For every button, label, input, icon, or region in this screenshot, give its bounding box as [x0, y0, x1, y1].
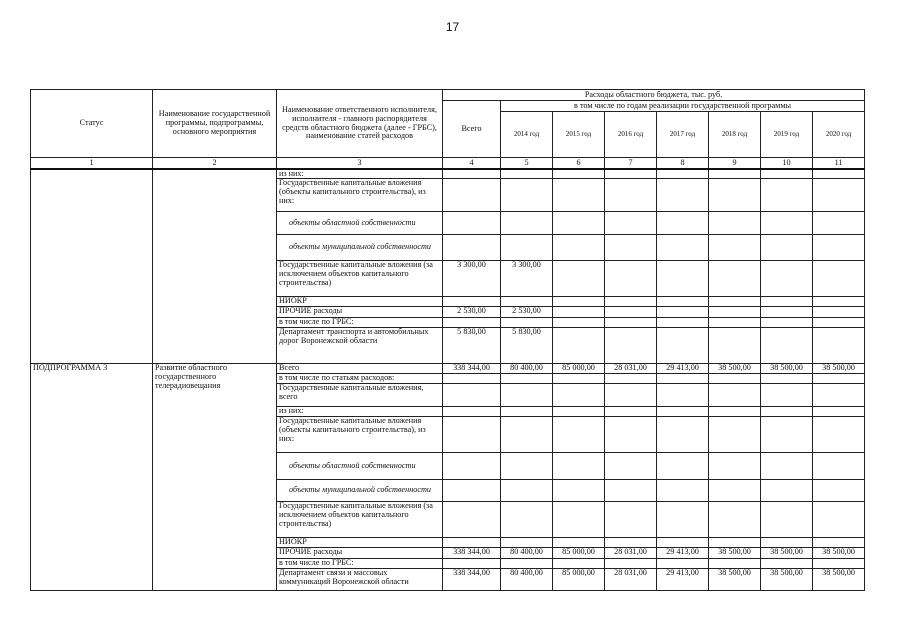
amount-cell	[709, 179, 761, 212]
amount-cell	[605, 374, 657, 384]
amount-cell: 338 344,00	[443, 548, 501, 559]
amount-cell	[709, 169, 761, 179]
amount-cell	[443, 318, 501, 328]
expense-label: объекты муниципальной собственности	[277, 480, 443, 502]
expense-label: ПРОЧИЕ расходы	[277, 307, 443, 318]
amount-cell	[443, 384, 501, 407]
amount-cell	[553, 169, 605, 179]
amount-cell	[501, 384, 553, 407]
amount-cell	[761, 384, 813, 407]
amount-cell	[761, 480, 813, 502]
expense-label: Государственные капитальные вложения (объекты капитального строительства), из них:	[277, 179, 443, 212]
amount-cell: 29 413,00	[657, 569, 709, 591]
amount-cell	[553, 480, 605, 502]
amount-cell	[709, 307, 761, 318]
expense-label: ПРОЧИЕ расходы	[277, 548, 443, 559]
amount-cell	[709, 297, 761, 307]
column-number: 1	[31, 158, 153, 169]
amount-cell: 29 413,00	[657, 364, 709, 374]
amount-cell	[443, 480, 501, 502]
amount-cell	[761, 307, 813, 318]
header-year: 2018 год	[709, 112, 761, 158]
column-number: 11	[813, 158, 865, 169]
amount-cell	[553, 179, 605, 212]
column-number: 3	[277, 158, 443, 169]
amount-cell	[443, 179, 501, 212]
amount-cell	[501, 318, 553, 328]
amount-cell	[501, 480, 553, 502]
amount-cell	[553, 417, 605, 453]
expense-label: в том числе по ГРБС:	[277, 559, 443, 569]
amount-cell	[813, 538, 865, 548]
table-body	[31, 90, 865, 591]
amount-cell	[553, 502, 605, 538]
amount-cell: 38 500,00	[813, 364, 865, 374]
header-program-name: Наименование государственной программы, подпрограммы, основного мероприятия	[153, 90, 277, 158]
amount-cell	[501, 538, 553, 548]
amount-cell	[813, 212, 865, 235]
amount-cell	[501, 417, 553, 453]
expense-label: объекты областной собственности	[277, 453, 443, 480]
amount-cell	[813, 307, 865, 318]
amount-cell	[553, 407, 605, 417]
amount-cell	[761, 538, 813, 548]
amount-cell	[813, 318, 865, 328]
amount-cell	[443, 453, 501, 480]
amount-cell	[761, 297, 813, 307]
amount-cell	[501, 453, 553, 480]
expense-label: Государственные капитальные вложения (за исключением объектов капитального строительства)	[277, 502, 443, 538]
expense-label: Государственные капитальные вложения, всего	[277, 384, 443, 407]
amount-cell	[657, 297, 709, 307]
amount-cell: 80 400,00	[501, 364, 553, 374]
expense-label: объекты областной собственности	[277, 212, 443, 235]
amount-cell	[553, 384, 605, 407]
amount-cell	[761, 328, 813, 364]
amount-cell	[553, 328, 605, 364]
amount-cell	[761, 417, 813, 453]
amount-cell	[813, 169, 865, 179]
amount-cell	[605, 307, 657, 318]
amount-cell	[501, 235, 553, 261]
amount-cell	[443, 297, 501, 307]
expense-label: в том числе по ГРБС:	[277, 318, 443, 328]
amount-cell	[761, 169, 813, 179]
amount-cell	[761, 212, 813, 235]
amount-cell	[761, 453, 813, 480]
table-row	[31, 169, 865, 179]
page-number: 17	[445, 20, 460, 34]
amount-cell: 3 300,00	[501, 261, 553, 297]
amount-cell	[605, 169, 657, 179]
amount-cell	[553, 307, 605, 318]
amount-cell	[553, 212, 605, 235]
amount-cell	[813, 235, 865, 261]
expense-label: НИОКР	[277, 538, 443, 548]
amount-cell	[605, 179, 657, 212]
amount-cell	[443, 212, 501, 235]
column-number: 5	[501, 158, 553, 169]
program-name-cell: Развитие областного государственного телерадиовещания	[153, 364, 277, 591]
expense-label: объекты муниципальной собственности	[277, 235, 443, 261]
amount-cell	[761, 407, 813, 417]
amount-cell	[709, 318, 761, 328]
amount-cell	[657, 384, 709, 407]
amount-cell	[657, 179, 709, 212]
amount-cell	[761, 318, 813, 328]
amount-cell	[443, 417, 501, 453]
amount-cell	[761, 179, 813, 212]
amount-cell	[761, 374, 813, 384]
amount-cell	[605, 261, 657, 297]
amount-cell: 85 000,00	[553, 548, 605, 559]
amount-cell	[605, 318, 657, 328]
amount-cell	[709, 480, 761, 502]
amount-cell	[501, 297, 553, 307]
amount-cell: 38 500,00	[709, 364, 761, 374]
amount-cell	[761, 559, 813, 569]
amount-cell: 38 500,00	[709, 569, 761, 591]
amount-cell	[813, 179, 865, 212]
amount-cell	[709, 374, 761, 384]
amount-cell	[605, 502, 657, 538]
amount-cell	[813, 417, 865, 453]
amount-cell	[657, 235, 709, 261]
amount-cell: 28 031,00	[605, 364, 657, 374]
status-cell	[31, 169, 153, 364]
amount-cell: 5 830,00	[501, 328, 553, 364]
amount-cell	[553, 559, 605, 569]
amount-cell	[605, 559, 657, 569]
expense-label: Государственные капитальные вложения (объекты капитального строительства), из них:	[277, 417, 443, 453]
amount-cell	[501, 169, 553, 179]
header-year: 2014 год	[501, 112, 553, 158]
amount-cell	[709, 502, 761, 538]
amount-cell	[657, 328, 709, 364]
amount-cell	[813, 261, 865, 297]
header-year: 2019 год	[761, 112, 813, 158]
amount-cell	[443, 559, 501, 569]
amount-cell	[605, 328, 657, 364]
expense-label: Департамент транспорта и автомобильных дорог Воронежской области	[277, 328, 443, 364]
amount-cell	[657, 169, 709, 179]
header-total: Всего	[443, 101, 501, 158]
amount-cell	[605, 407, 657, 417]
amount-cell	[709, 417, 761, 453]
amount-cell: 338 344,00	[443, 569, 501, 591]
amount-cell	[553, 453, 605, 480]
amount-cell	[709, 212, 761, 235]
amount-cell	[709, 538, 761, 548]
amount-cell: 80 400,00	[501, 548, 553, 559]
column-number: 8	[657, 158, 709, 169]
amount-cell	[709, 384, 761, 407]
amount-cell	[443, 407, 501, 417]
amount-cell	[553, 261, 605, 297]
column-number: 2	[153, 158, 277, 169]
header-status: Статус	[31, 90, 153, 158]
amount-cell	[813, 453, 865, 480]
amount-cell	[813, 374, 865, 384]
header-executor: Наименование ответственного исполнителя, исполнителя - главного распорядителя средств областного бюджета (далее - ГРБС), наименование статей расходов	[277, 90, 443, 158]
amount-cell	[657, 318, 709, 328]
amount-cell	[605, 453, 657, 480]
amount-cell	[657, 502, 709, 538]
amount-cell	[501, 407, 553, 417]
amount-cell	[501, 559, 553, 569]
amount-cell	[709, 261, 761, 297]
amount-cell: 85 000,00	[553, 569, 605, 591]
amount-cell	[501, 212, 553, 235]
amount-cell: 5 830,00	[443, 328, 501, 364]
amount-cell: 28 031,00	[605, 548, 657, 559]
column-number: 9	[709, 158, 761, 169]
amount-cell: 38 500,00	[761, 364, 813, 374]
amount-cell	[709, 453, 761, 480]
amount-cell	[657, 307, 709, 318]
expense-label: в том числе по статьям расходов:	[277, 374, 443, 384]
header-expenses-title: Расходы областного бюджета, тыс. руб.	[443, 90, 865, 101]
column-number: 4	[443, 158, 501, 169]
header-year: 2016 год	[605, 112, 657, 158]
amount-cell	[443, 502, 501, 538]
amount-cell	[605, 384, 657, 407]
amount-cell	[657, 261, 709, 297]
amount-cell: 338 344,00	[443, 364, 501, 374]
expense-label: из них:	[277, 169, 443, 179]
header-year: 2020 год	[813, 112, 865, 158]
amount-cell	[657, 480, 709, 502]
amount-cell	[605, 235, 657, 261]
amount-cell	[657, 453, 709, 480]
column-number: 10	[761, 158, 813, 169]
amount-cell	[657, 417, 709, 453]
amount-cell	[605, 480, 657, 502]
header-by-years: в том числе по годам реализации государственной программы	[501, 101, 865, 112]
amount-cell	[709, 559, 761, 569]
amount-cell	[501, 179, 553, 212]
amount-cell: 38 500,00	[709, 548, 761, 559]
amount-cell	[501, 502, 553, 538]
amount-cell: 38 500,00	[761, 569, 813, 591]
amount-cell	[443, 538, 501, 548]
amount-cell	[553, 235, 605, 261]
amount-cell	[657, 559, 709, 569]
status-cell: ПОДПРОГРАММА 3	[31, 364, 153, 591]
header-year: 2015 год	[553, 112, 605, 158]
amount-cell: 80 400,00	[501, 569, 553, 591]
amount-cell	[813, 559, 865, 569]
amount-cell: 2 530,00	[443, 307, 501, 318]
amount-cell: 3 300,00	[443, 261, 501, 297]
amount-cell	[605, 417, 657, 453]
header-year: 2017 год	[657, 112, 709, 158]
amount-cell	[605, 538, 657, 548]
amount-cell	[605, 297, 657, 307]
amount-cell	[605, 212, 657, 235]
expense-label: из них:	[277, 407, 443, 417]
amount-cell	[443, 235, 501, 261]
amount-cell	[761, 261, 813, 297]
amount-cell	[709, 328, 761, 364]
amount-cell	[553, 374, 605, 384]
amount-cell	[501, 374, 553, 384]
amount-cell	[657, 374, 709, 384]
amount-cell: 38 500,00	[761, 548, 813, 559]
amount-cell	[813, 480, 865, 502]
amount-cell	[813, 502, 865, 538]
amount-cell	[813, 407, 865, 417]
amount-cell	[553, 538, 605, 548]
amount-cell	[813, 297, 865, 307]
table-row	[31, 364, 865, 374]
amount-cell: 29 413,00	[657, 548, 709, 559]
expense-label: НИОКР	[277, 297, 443, 307]
amount-cell: 28 031,00	[605, 569, 657, 591]
expense-label: Государственные капитальные вложения (за исключением объектов капитального строительства)	[277, 261, 443, 297]
column-number: 7	[605, 158, 657, 169]
column-number: 6	[553, 158, 605, 169]
amount-cell: 2 530,00	[501, 307, 553, 318]
amount-cell	[553, 318, 605, 328]
expense-label: Департамент связи и массовых коммуникаций Воронежской области	[277, 569, 443, 591]
amount-cell: 38 500,00	[813, 548, 865, 559]
amount-cell: 85 000,00	[553, 364, 605, 374]
amount-cell	[657, 538, 709, 548]
amount-cell	[761, 235, 813, 261]
budget-table	[30, 89, 865, 591]
amount-cell	[657, 407, 709, 417]
expense-label: Всего	[277, 364, 443, 374]
amount-cell	[443, 374, 501, 384]
amount-cell	[709, 407, 761, 417]
amount-cell	[657, 212, 709, 235]
amount-cell	[761, 502, 813, 538]
amount-cell: 38 500,00	[813, 569, 865, 591]
amount-cell	[443, 169, 501, 179]
program-name-cell	[153, 169, 277, 364]
amount-cell	[813, 384, 865, 407]
amount-cell	[553, 297, 605, 307]
amount-cell	[709, 235, 761, 261]
amount-cell	[813, 328, 865, 364]
